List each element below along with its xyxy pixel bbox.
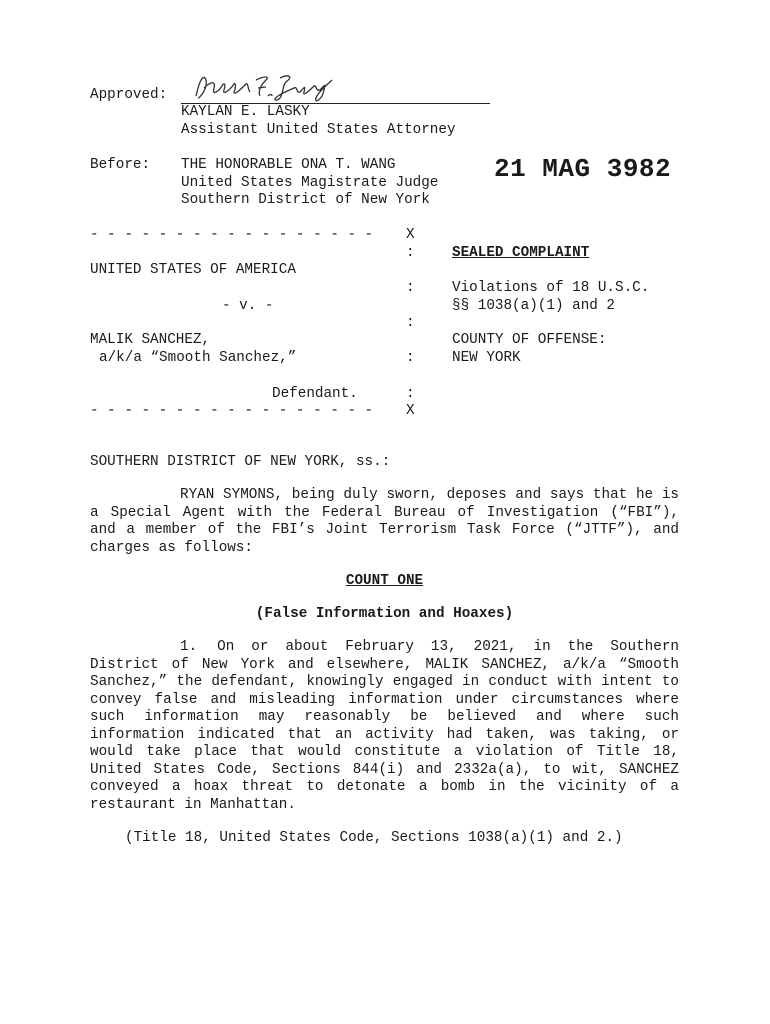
caption-colon: :: [406, 386, 415, 402]
caption-colon: :: [406, 350, 415, 366]
violations-line-2: §§ 1038(a)(1) and 2: [452, 298, 616, 314]
plaintiff-name: UNITED STATES OF AMERICA: [90, 262, 296, 278]
count-paragraph: [90, 639, 679, 814]
judge-title: United States Magistrate Judge: [181, 175, 439, 191]
caption-colon: :: [406, 315, 415, 331]
attorney-title: Assistant United States Attorney: [181, 122, 456, 138]
count-heading-text: COUNT ONE: [345, 573, 424, 589]
complaint-title: SEALED COMPLAINT: [452, 245, 590, 261]
caption-top-dashes: - - - - - - - - - - - - - - - - -: [90, 227, 374, 243]
venue-line: SOUTHERN DISTRICT OF NEW YORK, ss.:: [90, 454, 391, 470]
count-heading: [90, 573, 679, 591]
judge-district: Southern District of New York: [181, 192, 430, 208]
caption-bottom-x: X: [406, 403, 415, 419]
count-subheading: (False Information and Hoaxes): [255, 606, 514, 622]
caption-colon: :: [406, 245, 415, 261]
statute-citation: (Title 18, United States Code, Sections 1038(a)(1) and 2.): [125, 830, 623, 846]
county-label: COUNTY OF OFFENSE:: [452, 332, 607, 348]
county-value: NEW YORK: [452, 350, 521, 366]
attorney-name: KAYLAN E. LASKY: [181, 104, 310, 120]
intro-paragraph: [90, 487, 679, 557]
count-paragraph-text: On or about February 13, 2021, in the Southern District of New York and elsewhere, MALIK SANCHEZ, a/k/a “Smooth Sanchez,” the defendant, knowingly engaged in conduct with intent to convey false and misleading information under circumstances where such information may reasonably be believed and where such information indicated that an activity had taken, was taking, or would take place that would constitute a violation of Title 18, United States Code, Sections 844(i) and 2332a(a), to wit, SANCHEZ conveyed a hoax threat to detonate a bomb in the vicinity of a restaurant in Manhattan.: [90, 639, 679, 813]
paragraph-number: 1.: [180, 639, 198, 655]
violations-line-1: Violations of 18 U.S.C.: [452, 280, 650, 296]
case-number: 21 MAG 3982: [494, 154, 672, 184]
before-label: Before:: [90, 157, 151, 173]
approved-label: Approved:: [90, 87, 168, 103]
intro-text: RYAN SYMONS, being duly sworn, deposes and says that he is a Special Agent with the Federal Bureau of Investigation (“FBI”), and a member of the FBI’s Joint Terrorism Task Force (“JTTF”), and charges as follows:: [90, 487, 679, 556]
defendant-name: MALIK SANCHEZ,: [90, 332, 211, 348]
caption-top-x: X: [406, 227, 415, 243]
versus: - v. -: [222, 298, 274, 314]
caption-colon: :: [406, 280, 415, 296]
defendant-label: Defendant.: [272, 386, 358, 402]
defendant-aka: a/k/a “Smooth Sanchez,”: [99, 350, 297, 366]
caption-bottom-dashes: - - - - - - - - - - - - - - - - -: [90, 403, 374, 419]
judge-name: THE HONORABLE ONA T. WANG: [181, 157, 396, 173]
